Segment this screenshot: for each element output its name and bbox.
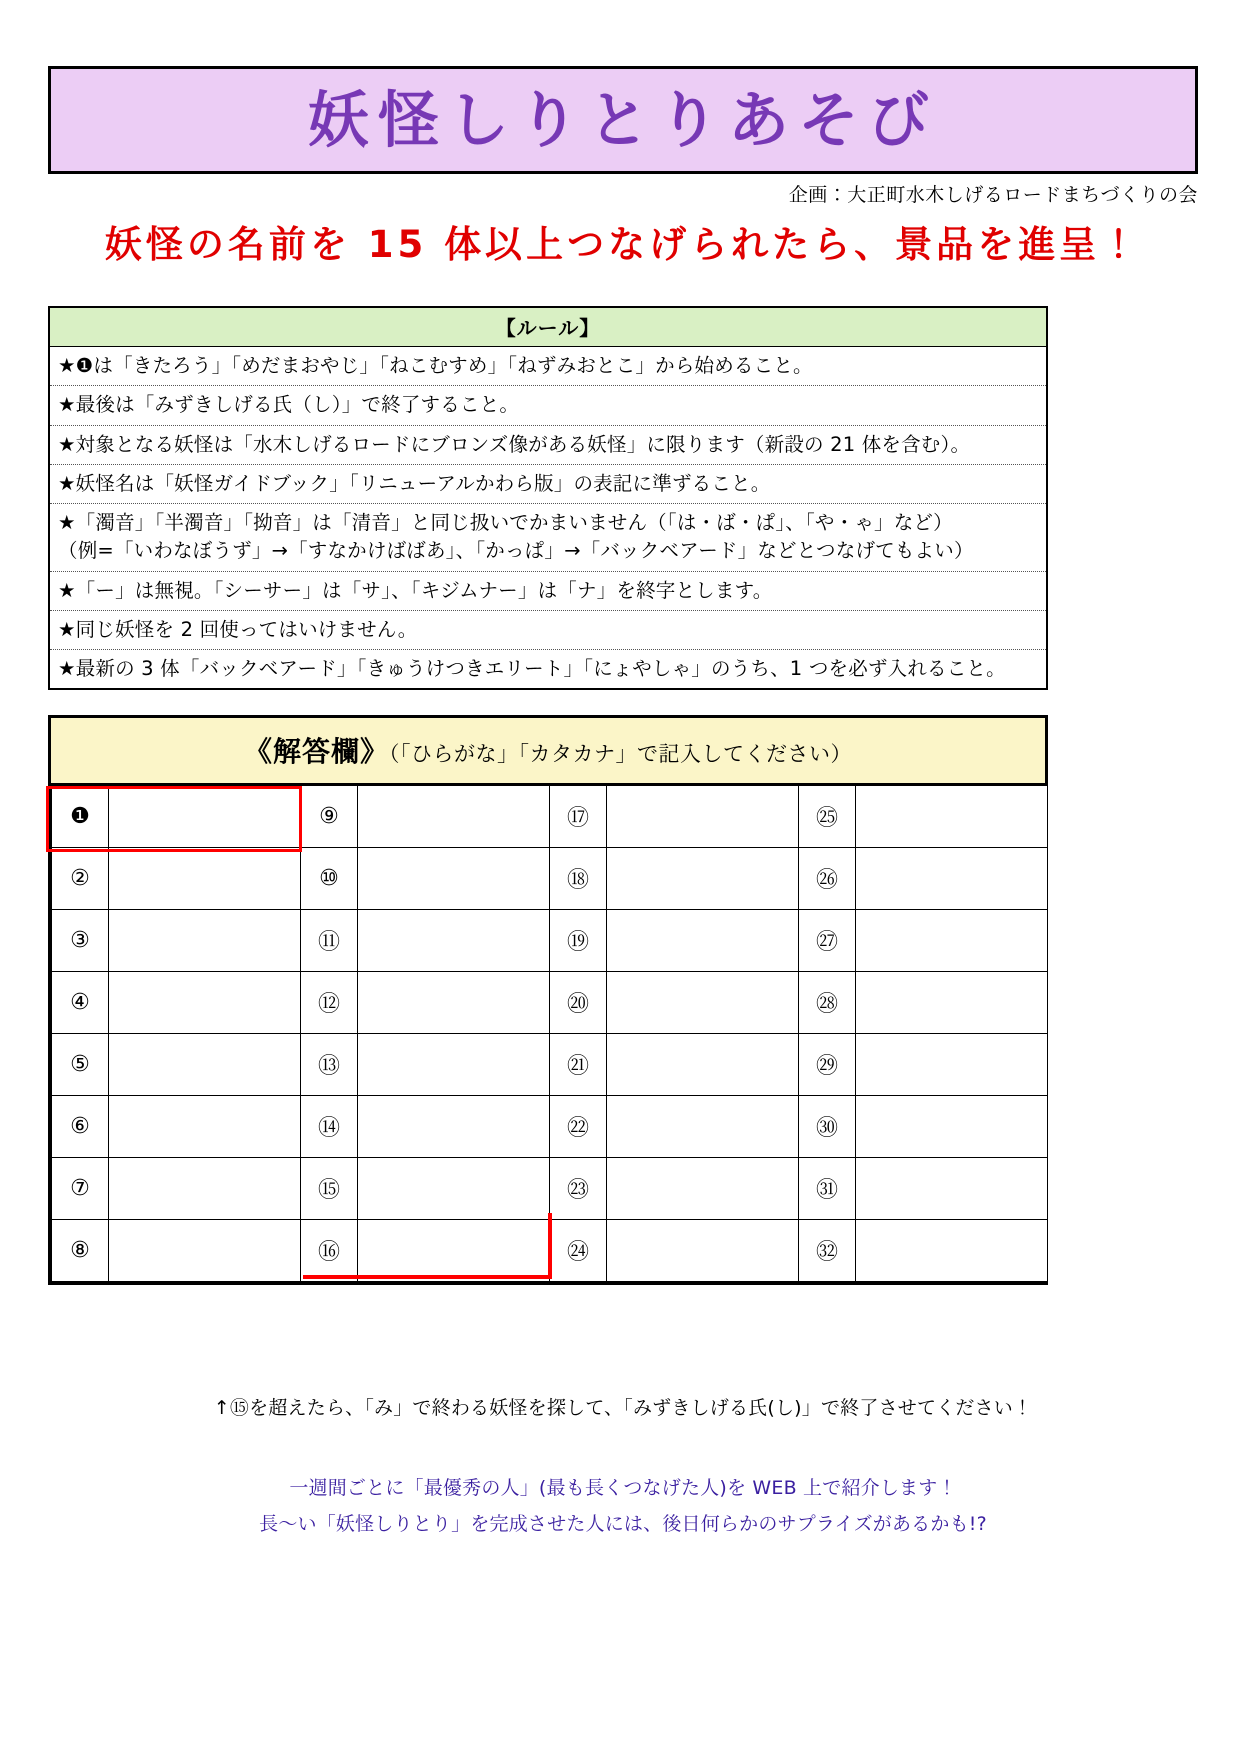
answer-number-label: ⑬ <box>301 1034 358 1096</box>
answer-number-label: ⑫ <box>301 972 358 1034</box>
answer-sheet-title: 《解答欄》 <box>243 735 389 768</box>
answer-input-cell[interactable] <box>109 1158 301 1220</box>
answer-input-cell[interactable] <box>109 848 301 910</box>
answer-number-label: ㉑ <box>550 1034 607 1096</box>
answer-input-cell[interactable] <box>109 1034 301 1096</box>
answer-number-label: ㉕ <box>799 786 856 848</box>
answer-number-label: ⑰ <box>550 786 607 848</box>
answer-number-label: ⑪ <box>301 910 358 972</box>
answer-input-cell[interactable] <box>109 1220 301 1282</box>
answer-input-cell[interactable] <box>856 786 1048 848</box>
answer-number-label: ㉔ <box>550 1220 607 1282</box>
answer-input-cell[interactable] <box>607 972 799 1034</box>
answer-input-cell[interactable] <box>856 1220 1048 1282</box>
answer-input-cell[interactable] <box>109 910 301 972</box>
answer-number-label: ⑭ <box>301 1096 358 1158</box>
answer-input-cell[interactable] <box>358 1034 550 1096</box>
answer-row <box>52 786 1048 848</box>
answer-number-label: ㉘ <box>799 972 856 1034</box>
answer-input-cell[interactable] <box>358 786 550 848</box>
answer-number-label: ② <box>52 848 109 910</box>
answer-input-cell[interactable] <box>856 910 1048 972</box>
answer-input-cell[interactable] <box>358 972 550 1034</box>
answer-number-label: ⑤ <box>52 1034 109 1096</box>
answer-input-cell[interactable] <box>607 910 799 972</box>
answer-input-cell[interactable] <box>607 1034 799 1096</box>
answer-input-cell[interactable] <box>109 972 301 1034</box>
rules-header: 【ルール】 <box>50 308 1046 347</box>
answer-number-label: ③ <box>52 910 109 972</box>
answer-row <box>52 1034 1048 1096</box>
answer-number-label: ㉓ <box>550 1158 607 1220</box>
answer-input-cell[interactable] <box>856 848 1048 910</box>
rule-item-5-line1: ★「濁音」「半濁音」「拗音」は「清音」と同じ扱いでかまいません（「は・ば・ぱ」、「や・ゃ」など） <box>58 511 953 535</box>
answer-sheet-header <box>51 718 1045 785</box>
answer-input-cell[interactable] <box>109 786 301 848</box>
answer-input-cell[interactable] <box>856 1096 1048 1158</box>
rule-item-5-line2: （例=「いわなぼうず」→「すなかけばばあ」、「かっぱ」→「バックベアード」などとつなげてもよい） <box>58 539 974 563</box>
answer-input-cell[interactable] <box>109 1096 301 1158</box>
answer-number-label: ⑦ <box>52 1158 109 1220</box>
answer-input-cell[interactable] <box>607 1158 799 1220</box>
page-title: 妖怪しりとりあそび <box>307 84 938 156</box>
rule-item-2: ★最後は「みずきしげる氏（し）」で終了すること。 <box>50 386 1046 425</box>
answer-input-cell[interactable] <box>607 848 799 910</box>
answer-row <box>52 1096 1048 1158</box>
answer-row <box>52 848 1048 910</box>
answer-input-cell[interactable] <box>856 1034 1048 1096</box>
rule-item-4: ★妖怪名は「妖怪ガイドブック」「リニューアルかわら版」の表記に準ずること。 <box>50 465 1046 504</box>
answer-input-cell[interactable] <box>358 1158 550 1220</box>
answer-input-cell[interactable] <box>607 1096 799 1158</box>
answer-row <box>52 972 1048 1034</box>
answer-number-label: ⑲ <box>550 910 607 972</box>
answer-input-cell[interactable] <box>856 972 1048 1034</box>
rule-item-1: ★❶は「きたろう」「めだまおやじ」「ねこむすめ」「ねずみおとこ」から始めること。 <box>50 347 1046 386</box>
answer-input-cell[interactable] <box>856 1158 1048 1220</box>
answer-number-label: ㉜ <box>799 1220 856 1282</box>
credit-line: 企画：大正町水木しげるロードまちづくりの会 <box>788 184 1198 206</box>
answer-row <box>52 1220 1048 1282</box>
answer-number-label: ㉗ <box>799 910 856 972</box>
answer-number-label: ⑩ <box>301 848 358 910</box>
rule-item-8: ★最新の 3 体「バックベアード」「きゅうけつきエリート」「にょやしゃ」のうち、1 つを必ず入れること。 <box>58 657 1006 681</box>
footer-web-note <box>48 1470 1198 1542</box>
answer-row <box>52 1158 1048 1220</box>
answer-number-label: ⑱ <box>550 848 607 910</box>
answer-input-cell[interactable] <box>358 1220 550 1282</box>
rule-item-6: ★「ー」は無視。「シーサー」は「サ」、「キジムナー」は「ナ」を終字とします。 <box>50 572 1046 611</box>
answer-input-cell[interactable] <box>607 786 799 848</box>
answer-input-cell[interactable] <box>358 910 550 972</box>
answer-number-label: ㉒ <box>550 1096 607 1158</box>
answer-sheet-subtitle: （「ひらがな」「カタカナ」で記入してください） <box>389 742 852 766</box>
rule-item-7: ★同じ妖怪を 2 回使ってはいけません。 <box>50 611 1046 650</box>
answer-input-cell[interactable] <box>358 848 550 910</box>
answer-row <box>52 910 1048 972</box>
answer-number-label: ㉛ <box>799 1158 856 1220</box>
answer-number-label: ⑨ <box>301 786 358 848</box>
answer-number-label: ⑥ <box>52 1096 109 1158</box>
prize-headline: 妖怪の名前を 15 体以上つなげられたら、景品を進呈！ <box>104 223 1142 266</box>
answer-grid <box>51 785 1048 1282</box>
rules-box <box>48 306 1048 690</box>
answer-input-cell[interactable] <box>607 1220 799 1282</box>
answer-sheet <box>48 715 1048 1285</box>
answer-number-label: ⑮ <box>301 1158 358 1220</box>
footer-arrow-note: ↑⑮を超えたら、「み」で終わる妖怪を探して、「みずきしげる氏(し)」で終了させてください！ <box>213 1397 1033 1419</box>
rule-item-5 <box>50 504 1046 572</box>
rule-item-3: ★対象となる妖怪は「水木しげるロードにブロンズ像がある妖怪」に限ります（新設の 21 体を含む）。 <box>50 426 1046 465</box>
answer-number-label: ㉙ <box>799 1034 856 1096</box>
answer-number-label: ⑯ <box>301 1220 358 1282</box>
answer-number-label: ㉖ <box>799 848 856 910</box>
answer-number-label: ❶ <box>52 786 109 848</box>
answer-number-label: ⑳ <box>550 972 607 1034</box>
answer-input-cell[interactable] <box>358 1096 550 1158</box>
answer-number-label: ㉚ <box>799 1096 856 1158</box>
footer-web-note-line1: 一週間ごとに「最優秀の人」(最も長くつなげた人)を WEB 上で紹介します！ <box>289 1477 957 1499</box>
footer-web-note-line2: 長～い「妖怪しりとり」を完成させた人には、後日何らかのサプライズがあるかも!? <box>259 1513 987 1536</box>
answer-number-label: ④ <box>52 972 109 1034</box>
title-banner <box>48 66 1198 174</box>
answer-number-label: ⑧ <box>52 1220 109 1282</box>
